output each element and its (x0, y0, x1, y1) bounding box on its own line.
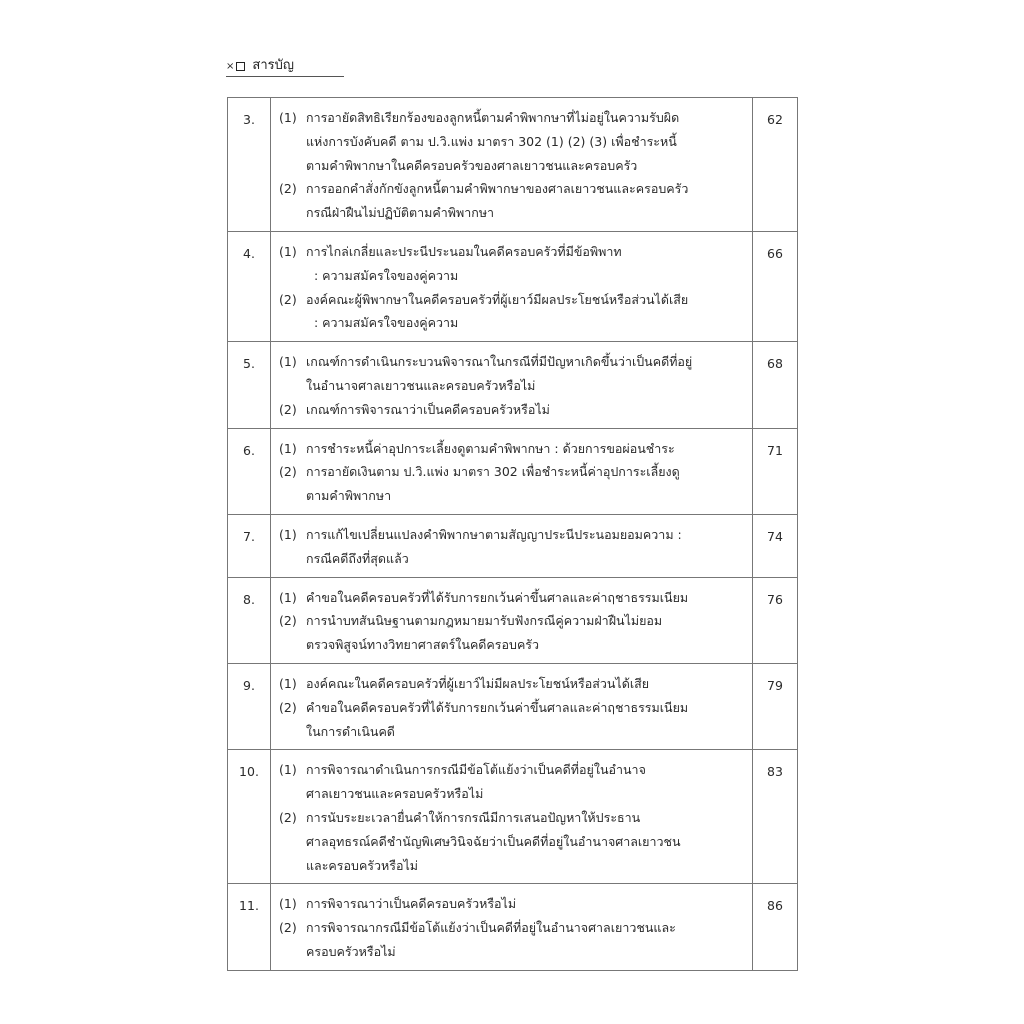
subitem-text (306, 916, 742, 964)
subitem-label: (2) (279, 613, 297, 629)
subitem-label: (1) (279, 589, 297, 605)
subitem-text (306, 806, 742, 877)
page-number: 68 (753, 342, 798, 428)
subitem-label: (1) (279, 675, 297, 691)
subitem-line: การออกคำสั่งกักขังลูกหนี้ตามคำพิพากษาของศาลเยาวชนและครอบครัว (306, 181, 689, 197)
subitem-text (306, 177, 742, 225)
chapter-number: 9. (228, 663, 271, 749)
page-number: 76 (753, 577, 798, 663)
subitem-line: การชำระหนี้ค่าอุปการะเลี้ยงดูตามคำพิพากษา : ด้วยการขอผ่อนชำระ (306, 440, 675, 456)
chapter-number: 5. (228, 342, 271, 428)
toc-subitem (279, 586, 742, 610)
subitem-label: (2) (279, 464, 297, 480)
chapter-number: 3. (228, 98, 271, 232)
subitem-line: การอายัดเงินตาม ป.วิ.แพ่ง มาตรา 302 เพื่อชำระหนี้ค่าอุปการะเลี้ยงดู (306, 464, 680, 480)
subitem-label: (2) (279, 181, 297, 197)
toc-subitem (279, 106, 742, 177)
chapter-number: 11. (228, 884, 271, 970)
subitem-text (306, 350, 742, 398)
subitem-text (306, 758, 742, 806)
subitem-line: แห่งการบังคับคดี ตาม ป.วิ.แพ่ง มาตรา 302 (1) (2) (3) เพื่อชำระหนี้ (306, 133, 677, 149)
toc-entry-content (271, 428, 753, 514)
subitem-line: ตามคำพิพากษา (306, 488, 392, 504)
subitem-text (306, 288, 742, 336)
subitem-label: (2) (279, 920, 297, 936)
page-header (226, 52, 344, 77)
toc-entry-content (271, 750, 753, 884)
subitem-line: เกณฑ์การดำเนินกระบวนพิจารณาในกรณีที่มีปัญหาเกิดขึ้นว่าเป็นคดีที่อยู่ (306, 354, 693, 370)
subitem-line: คำขอในคดีครอบครัวที่ได้รับการยกเว้นค่าขึ้นศาลและค่าฤชาธรรมเนียม (306, 589, 689, 605)
toc-entry-content (271, 663, 753, 749)
subitem-text (306, 398, 742, 422)
subitem-text (306, 437, 742, 461)
toc-row (228, 342, 798, 428)
subitem-line: ในอำนาจศาลเยาวชนและครอบครัวหรือไม่ (306, 377, 536, 393)
chapter-number: 4. (228, 231, 271, 341)
subitem-line: การพิจารณาว่าเป็นคดีครอบครัวหรือไม่ (306, 896, 517, 912)
toc-row (228, 750, 798, 884)
toc-row (228, 514, 798, 577)
page-number: 83 (753, 750, 798, 884)
subitem-line: การแก้ไขเปลี่ยนแปลงคำพิพากษาตามสัญญาประนีประนอมยอมความ : (306, 526, 682, 542)
subitem-line: ในการดำเนินคดี (306, 723, 395, 739)
toc-subitem (279, 523, 742, 571)
page-number: 66 (753, 231, 798, 341)
toc-subitem (279, 916, 742, 964)
subitem-text (306, 696, 742, 744)
subitem-label: (2) (279, 291, 297, 307)
toc-subitem (279, 806, 742, 877)
subitem-line: ครอบครัวหรือไม่ (306, 943, 396, 959)
subitem-line: และครอบครัวหรือไม่ (306, 857, 419, 873)
subitem-line: การอายัดสิทธิเรียกร้องของลูกหนี้ตามคำพิพากษาที่ไม่อยู่ในความรับผิด (306, 110, 680, 125)
subitem-line: การนำบทสันนิษฐานตามกฎหมายมารับฟังกรณีคู่ความฝ่าฝืนไม่ยอม (306, 613, 663, 629)
subitem-label: (2) (279, 699, 297, 715)
toc-row (228, 884, 798, 970)
subitem-text (306, 106, 742, 177)
toc-subitem (279, 398, 742, 422)
subitem-text (306, 523, 742, 571)
toc-row (228, 663, 798, 749)
subitem-line: กรณีคดีถึงที่สุดแล้ว (306, 550, 409, 566)
subitem-label: (2) (279, 401, 297, 417)
subitem-text (306, 460, 742, 508)
x-mark-icon: × (226, 61, 235, 72)
subitem-line: ศาลอุทธรณ์คดีชำนัญพิเศษวินิจฉัยว่าเป็นคดีที่อยู่ในอำนาจศาลเยาวชน (306, 833, 681, 849)
page-number: 74 (753, 514, 798, 577)
subitem-text (306, 586, 742, 610)
toc-entry-content (271, 231, 753, 341)
toc-entry-content (271, 577, 753, 663)
toc-subitem (279, 758, 742, 806)
chapter-number: 10. (228, 750, 271, 884)
subitem-label: (1) (279, 354, 297, 370)
chapter-number: 6. (228, 428, 271, 514)
toc-subitem (279, 460, 742, 508)
toc-subitem (279, 350, 742, 398)
chapter-number: 7. (228, 514, 271, 577)
subitem-line: ตรวจพิสูจน์ทางวิทยาศาสตร์ในคดีครอบครัว (306, 637, 540, 653)
subitem-text (306, 240, 742, 288)
toc-subitem (279, 609, 742, 657)
page-number: 71 (753, 428, 798, 514)
subitem-label: (2) (279, 809, 297, 825)
toc-subitem (279, 177, 742, 225)
subitem-line: : ความสมัครใจของคู่ความ (306, 267, 459, 283)
checkbox-square-icon (236, 62, 245, 71)
subitem-label: (1) (279, 440, 297, 456)
toc-subitem (279, 892, 742, 916)
subitem-label: (1) (279, 526, 297, 542)
page-number: 79 (753, 663, 798, 749)
toc-row (228, 231, 798, 341)
toc-entry-content (271, 98, 753, 232)
toc-row (228, 577, 798, 663)
subitem-label: (1) (279, 762, 297, 778)
toc-subitem (279, 672, 742, 696)
toc-row (228, 428, 798, 514)
subitem-label: (1) (279, 243, 297, 259)
subitem-label: (1) (279, 110, 297, 125)
subitem-line: การพิจารณากรณีมีข้อโต้แย้งว่าเป็นคดีที่อยู่ในอำนาจศาลเยาวชนและ (306, 920, 676, 936)
subitem-line: องค์คณะในคดีครอบครัวที่ผู้เยาว์ไม่มีผลประโยชน์หรือส่วนได้เสีย (306, 675, 650, 691)
subitem-line: เกณฑ์การพิจารณาว่าเป็นคดีครอบครัวหรือไม่ (306, 401, 550, 417)
page-number: 62 (753, 98, 798, 232)
chapter-number: 8. (228, 577, 271, 663)
subitem-line: องค์คณะผู้พิพากษาในคดีครอบครัวที่ผู้เยาว์มีผลประโยชน์หรือส่วนได้เสีย (306, 291, 689, 307)
subitem-text (306, 609, 742, 657)
subitem-text (306, 892, 742, 916)
toc-subitem (279, 240, 742, 288)
subitem-line: การไกล่เกลี่ยและประนีประนอมในคดีครอบครัวที่มีข้อพิพาท (306, 243, 622, 259)
subitem-line: การนับระยะเวลายื่นคำให้การกรณีมีการเสนอปัญหาให้ประธาน (306, 809, 641, 825)
toc-entry-content (271, 342, 753, 428)
page-number: 86 (753, 884, 798, 970)
toc-subitem (279, 288, 742, 336)
subitem-label: (1) (279, 896, 297, 912)
subitem-text (306, 672, 742, 696)
subitem-line: การพิจารณาดำเนินการกรณีมีข้อโต้แย้งว่าเป็นคดีที่อยู่ในอำนาจ (306, 762, 646, 778)
toc-entry-content (271, 884, 753, 970)
page-title: สารบัญ (252, 58, 294, 73)
toc-subitem (279, 696, 742, 744)
subitem-line: กรณีฝ่าฝืนไม่ปฏิบัติตามคำพิพากษา (306, 205, 495, 221)
toc-entry-content (271, 514, 753, 577)
table-of-contents (227, 97, 798, 971)
toc-row (228, 98, 798, 232)
subitem-line: ตามคำพิพากษาในคดีครอบครัวของศาลเยาวชนและครอบครัว (306, 157, 638, 173)
toc-subitem (279, 437, 742, 461)
subitem-line: คำขอในคดีครอบครัวที่ได้รับการยกเว้นค่าขึ้นศาลและค่าฤชาธรรมเนียม (306, 699, 689, 715)
subitem-line: ศาลเยาวชนและครอบครัวหรือไม่ (306, 786, 484, 802)
subitem-line: : ความสมัครใจของคู่ความ (306, 315, 459, 331)
